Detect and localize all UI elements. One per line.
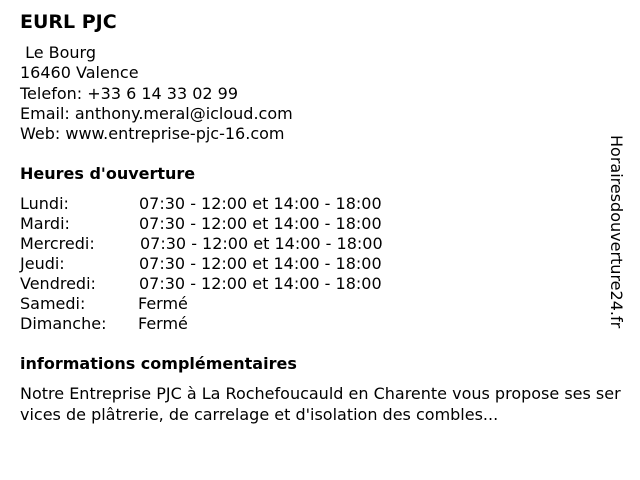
time-value: 07:30 - 12:00 et 14:00 - 18:00 [139,254,382,273]
day-label: Dimanche: [20,314,107,333]
day-label: Mardi: [20,214,70,233]
time-value: 07:30 - 12:00 et 14:00 - 18:00 [139,214,382,233]
contact-block [20,43,293,144]
info-description: Notre Entreprise PJC à La Rochefoucauld en Charente vous propose ses services de plâtrerie, de carrelage et d'isolation des combles... [20,384,621,424]
info-heading: informations complémentaires [20,354,297,373]
web-line: Web: www.entreprise-pjc-16.com [20,124,285,144]
address-city: 16460 Valence [20,63,139,83]
time-value: Fermé [138,314,188,333]
day-label: Mercredi: [20,234,95,253]
watermark-site-name: Horairesdouverture24.fr [607,135,626,329]
day-label: Lundi: [20,194,69,213]
address-street: Le Bourg [20,43,97,62]
hours-heading: Heures d'ouverture [20,164,196,183]
email-line: Email: anthony.meral@icloud.com [20,103,293,123]
time-value: 07:30 - 12:00 et 14:00 - 18:00 [140,234,383,253]
day-label: Jeudi: [20,254,65,273]
time-value: 07:30 - 12:00 et 14:00 - 18:00 [139,274,382,293]
day-label: Samedi: [20,294,86,313]
time-value: 07:30 - 12:00 et 14:00 - 18:00 [139,194,382,213]
phone-line: Telefon: +33 6 14 33 02 99 [20,83,239,103]
time-value: Fermé [138,294,188,313]
day-label: Vendredi: [20,274,96,293]
business-name: EURL PJC [20,11,117,33]
